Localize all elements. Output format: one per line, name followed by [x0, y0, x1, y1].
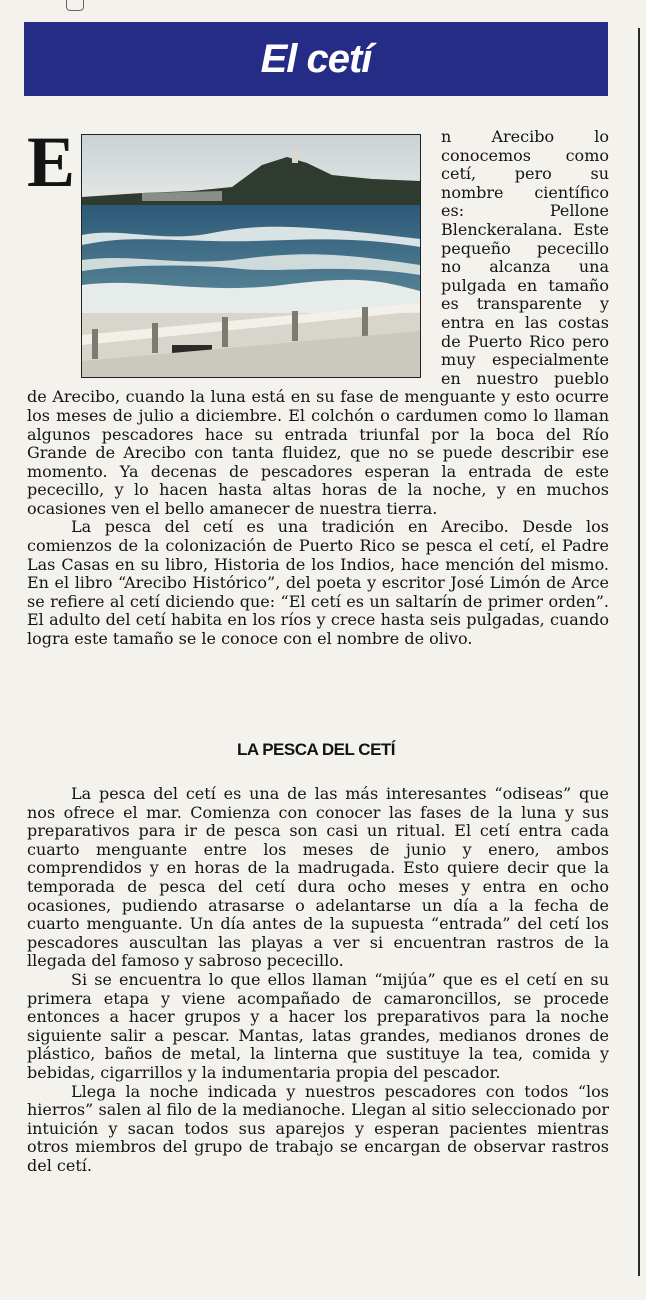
body-paragraph-3: Llega la noche indicada y nuestros pescadores con todos “los hierros” salen al filo de la medianoche. Llegan al sitio seleccionado por intuición y sacan todos sus aparejos y esperan pacientes mientras otros miembros del grupo de trabajo se encargan de observar rastros del cetí. [27, 1081, 609, 1175]
article-title: El cetí [260, 36, 372, 81]
page-corner-mark [66, 0, 84, 11]
drop-cap: E [27, 122, 76, 202]
body-paragraph-1: La pesca del cetí es una de las más interesantes “odiseas” que nos ofrece el mar. Comienza con conocer las fases de la luna y sus preparativos para ir de pesca son casi un ritual. El cetí entra cada cuarto menguante entre los meses de junio y enero, ambos comprendidos y en horas de la madrugada. Esto quiere decir que la temporada de pesca del cetí dura ocho meses y entra en ocho ocasiones, pudiendo atrasarse o adelantarse un día a la fecha de cuarto menguante. Un día antes de la supuesta “entrada” del cetí los pescadores auscultan las playas a ver si encuentran rastros de la llegada del famoso y sabroso pececillo. [27, 784, 609, 971]
coast-photo-image [82, 135, 420, 377]
intro-paragraph-2: La pesca del cetí es una tradición en Arecibo. Desde los comienzos de la colonización de Puerto Rico se pesca el cetí, el Padre Las Casas en su libro, Historia de los Indios, hace mención del mismo. En el libro “Arecibo Histórico”, del poeta y escritor José Limón de Arce se refiere al cetí diciendo que: “El cetí es un saltarín de primer orden”. El adulto del cetí habita en los ríos y crece hasta seis pulgadas, cuando logra este tamaño se le conoce con el nombre de olivo. [27, 517, 609, 649]
column-rule [638, 28, 640, 1276]
body-paragraph-2: Si se encuentra lo que ellos llaman “mijúa” que es el cetí en su primera etapa y viene acompañado de camaroncillos, se procede entonces a hacer grupos y a hacer los preparativos para la noche siguiente salir a pescar. Mantas, latas grandes, medianos drones de plástico, baños de metal, la linterna que sustituye la tea, comida y bebidas, cigarrillos y la indumentaria propia del pescador. [27, 969, 609, 1082]
body-section [27, 785, 609, 1175]
intro-text: n Arecibo lo conocemos como cetí, pero su nombre científico es: Pellone Blenckeralana. Este pequeño pececillo no alcanza una pulgada en tamaño es transparente y entra en las costas de Puerto Rico pero muy especialmente en nuestro pueblo de Arecibo, cuando la luna está en su fase de menguante y esto ocurre los meses de julio a diciembre. El colchón o cardumen como lo llaman algunos pescadores hace su entrada triunfal por la boca del Río Grande de Arecibo con tanta fluidez, que no se puede describir ese momento. Ya decenas de pescadores esperan la entrada de este pececillo, y lo hacen hasta altas horas de la noche, y en muchos ocasiones ven el bello amanecer de nuestra tierra. [27, 127, 609, 518]
intro-section [27, 122, 609, 649]
title-banner [24, 22, 608, 96]
intro-paragraph [27, 122, 609, 518]
section-heading: LA PESCA DEL CETÍ [236, 740, 396, 759]
coast-photo [81, 134, 421, 378]
